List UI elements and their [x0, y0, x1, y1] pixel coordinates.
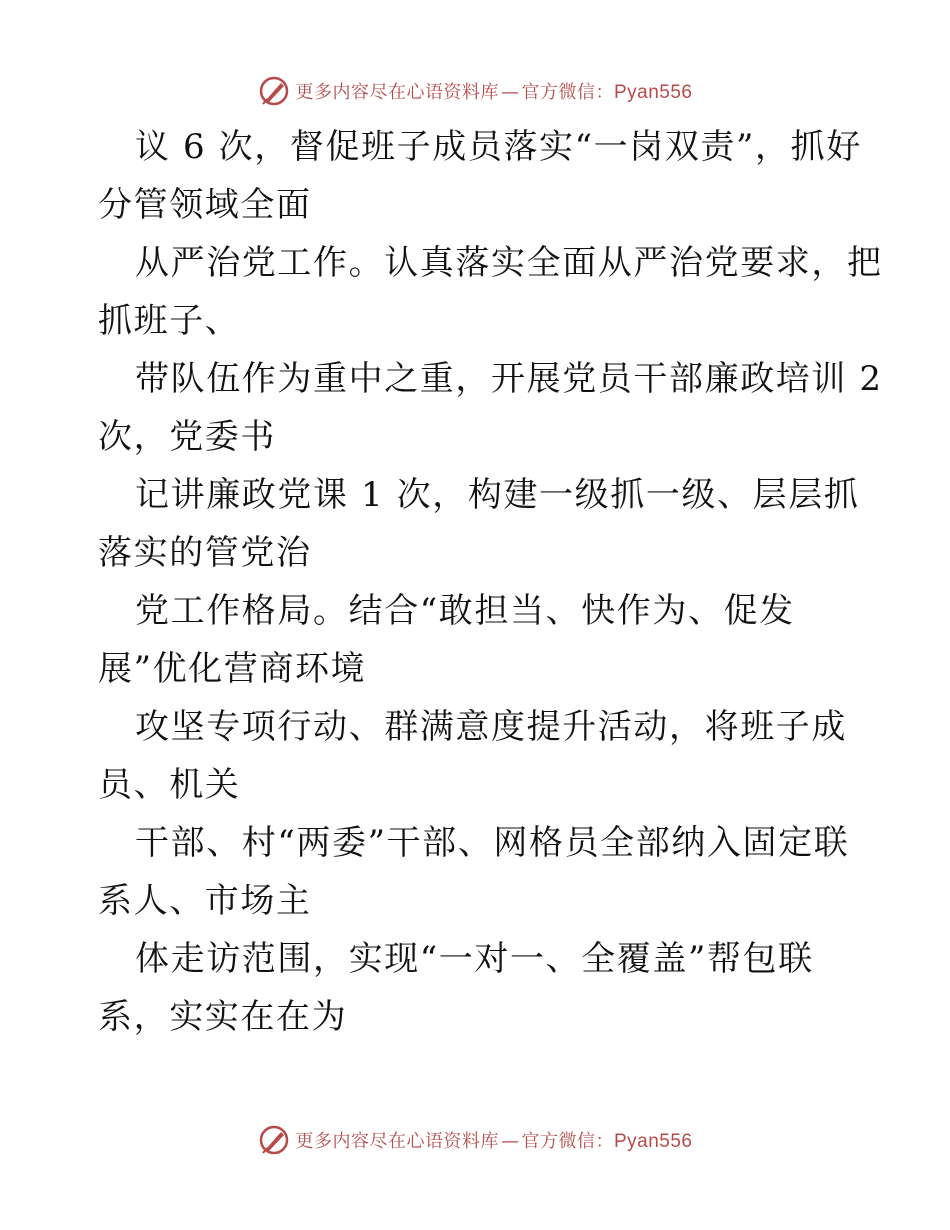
quill-pen-logo-icon: [257, 1123, 291, 1157]
paragraph-line: 落实的管党治: [98, 533, 312, 573]
paragraph-line: 次，党委书: [98, 417, 276, 457]
paragraph-line: 抓班子、: [98, 301, 241, 341]
paragraph: [98, 698, 858, 814]
watermark-label: 官方微信：: [521, 1131, 614, 1152]
watermark-label: 官方微信：: [521, 82, 614, 103]
header-watermark: [0, 71, 950, 111]
document-body: [98, 118, 883, 1046]
quill-pen-logo-icon: [257, 74, 291, 108]
paragraph-line: 从严治党工作。认真落实全面从严治党要求，把: [135, 243, 883, 283]
paragraph-line: 员、机关: [98, 765, 241, 805]
paragraph-line: 攻坚专项行动、群满意度提升活动，将班子成: [135, 707, 847, 747]
watermark-separator: —: [500, 1131, 520, 1152]
paragraph: [98, 118, 862, 234]
paragraph-line: 议 6 次，督促班子成员落实“一岗双责”，抓好: [135, 127, 862, 167]
paragraph-line: 系，实实在在为: [98, 997, 348, 1037]
paragraph-line: 分管领域全面: [98, 185, 312, 225]
paragraph-line: 记讲廉政党课 1 次，构建一级抓一级、层层抓: [135, 475, 860, 515]
paragraph: [98, 350, 883, 466]
paragraph: [98, 234, 883, 350]
paragraph-line: 干部、村“两委”干部、网格员全部纳入固定联: [135, 823, 850, 863]
watermark-account: Pyan556: [613, 1131, 693, 1152]
watermark-account: Pyan556: [613, 82, 693, 103]
watermark-brand: 更多内容尽在心语资料库: [295, 1131, 499, 1152]
paragraph-line: 带队伍作为重中之重，开展党员干部廉政培训 2: [135, 359, 883, 399]
watermark-separator: —: [500, 82, 520, 103]
watermark-brand: 更多内容尽在心语资料库: [295, 82, 499, 103]
paragraph-line: 体走访范围，实现“一对一、全覆盖”帮包联: [135, 939, 814, 979]
paragraph-line: 党工作格局。结合“敢担当、快作为、促发: [135, 591, 795, 631]
paragraph: [98, 466, 858, 582]
paragraph: [98, 814, 858, 930]
paragraph: [98, 582, 858, 698]
footer-watermark: [0, 1120, 950, 1160]
paragraph-line: 系人、市场主: [98, 881, 312, 921]
paragraph: [98, 930, 858, 1046]
paragraph-line: 展”优化营商环境: [98, 649, 367, 689]
